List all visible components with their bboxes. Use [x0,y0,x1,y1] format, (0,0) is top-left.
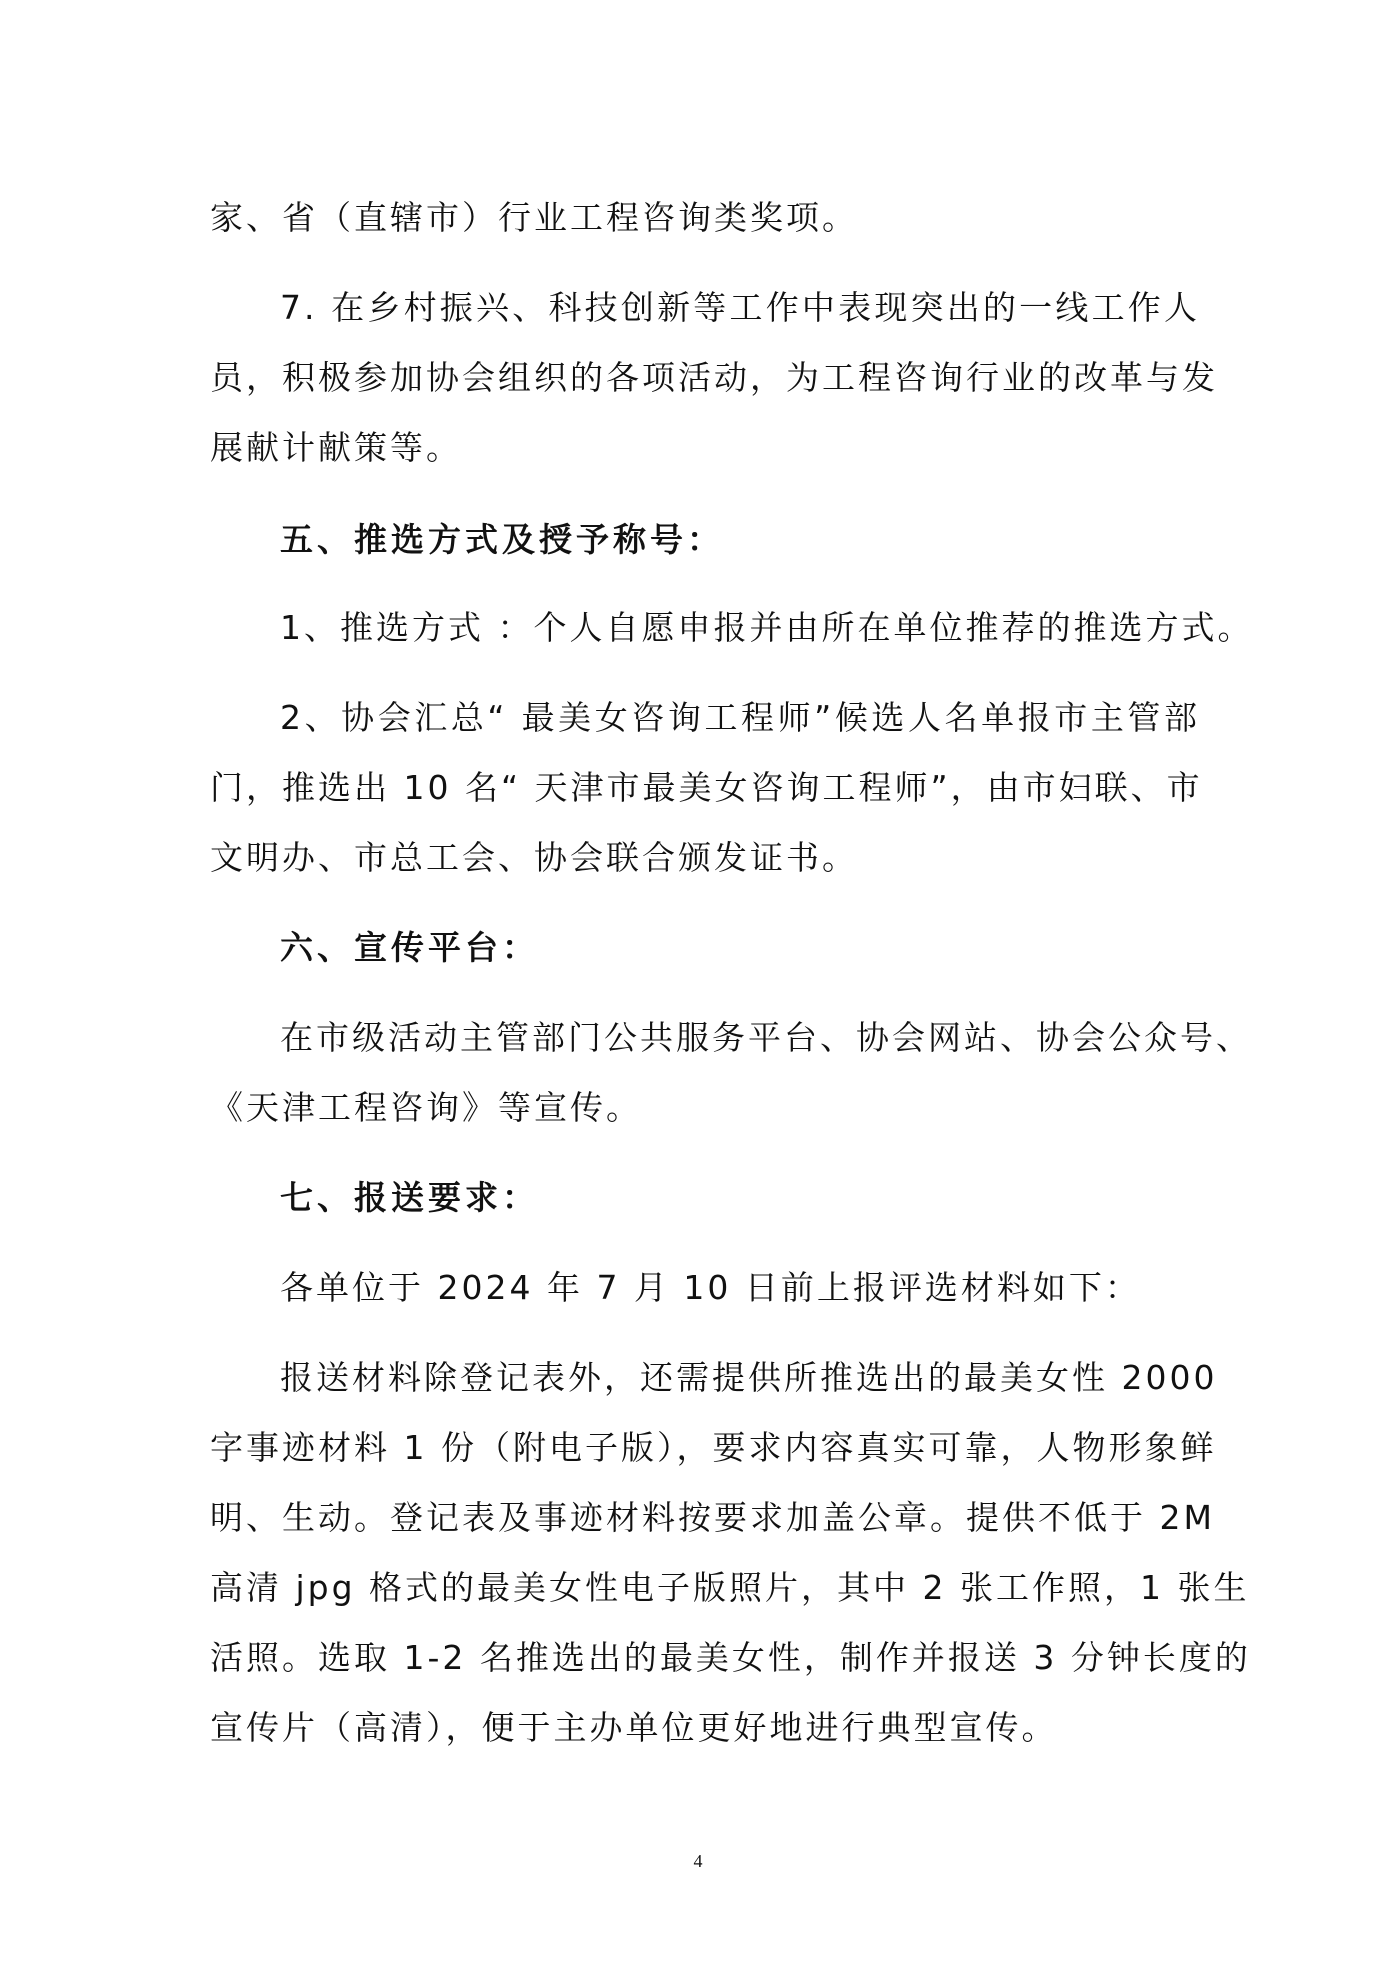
summary-line-3: 文明办、市总工会、协会联合颁发证书。 [210,838,858,877]
item-7-line-3: 展献计献策等。 [210,428,462,467]
platform-line-1: 在市级活动主管部门公共服务平台、协会网站、协会公众号、 [280,1018,1252,1057]
platform-line-2: 《天津工程咨询》等宣传。 [210,1088,642,1127]
materials-line-3: 明、生动。登记表及事迹材料按要求加盖公章。提供不低于 2M [210,1498,1215,1537]
section-heading-6: 六、宣传平台： [280,928,539,967]
materials-line-5: 活照。选取 1-2 名推选出的最美女性，制作并报送 3 分钟长度的 [210,1638,1251,1677]
summary-line-1: 2、协会汇总“ 最美女咨询工程师”候选人名单报市主管部 [280,698,1200,737]
deadline-line: 各单位于 2024 年 7 月 10 日前上报评选材料如下： [280,1268,1141,1307]
materials-line-1: 报送材料除登记表外，还需提供所推选出的最美女性 2000 [280,1358,1218,1397]
section-heading-5: 五、推选方式及授予称号： [280,520,724,559]
materials-line-2: 字事迹材料 1 份（附电子版），要求内容真实可靠，人物形象鲜 [210,1428,1217,1467]
materials-line-6: 宣传片（高清），便于主办单位更好地进行典型宣传。 [210,1708,1058,1747]
materials-line-4: 高清 jpg 格式的最美女性电子版照片，其中 2 张工作照，1 张生 [210,1568,1250,1607]
section-heading-7: 七、报送要求： [280,1178,539,1217]
page-number: 4 [693,1851,703,1871]
item-7-line-2: 员，积极参加协会组织的各项活动，为工程咨询行业的改革与发 [210,358,1218,397]
selection-method-line: 1、推选方式 ：个人自愿申报并由所在单位推荐的推选方式。 [280,608,1254,647]
item-7-line-1: 7. 在乡村振兴、科技创新等工作中表现突出的一线工作人 [280,288,1200,327]
summary-line-2: 门，推选出 10 名“ 天津市最美女咨询工程师”，由市妇联、市 [210,768,1203,807]
text-line: 家、省（直辖市）行业工程咨询类奖项。 [210,198,858,237]
